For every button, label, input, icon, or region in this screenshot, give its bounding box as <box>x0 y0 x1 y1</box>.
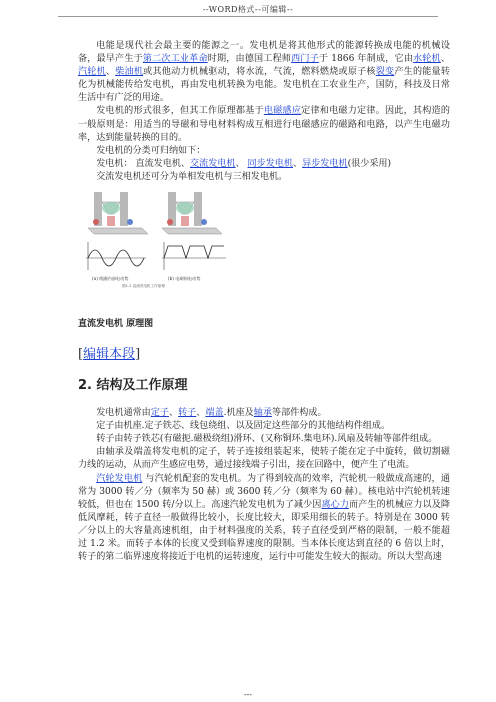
paragraph-principle <box>78 105 450 144</box>
page-header: --WORD格式--可编辑-- <box>202 5 294 14</box>
link-asynchronous-generator[interactable]: 异步发电机 <box>302 158 348 169</box>
text: 或其他动力机械驱动，将水流，气流，燃料燃烧或原子核 <box>143 67 376 78</box>
paragraph-intro <box>78 40 450 105</box>
link-siemens[interactable]: 西门子 <box>291 54 319 65</box>
link-fission[interactable]: 裂变 <box>375 67 395 78</box>
link-diesel-engine[interactable]: 柴油机 <box>115 67 144 78</box>
figure-caption: 图1-1 直流发电机工作原理 <box>122 284 165 289</box>
text: 而产生的机械应力以及降低风摩耗，转子直径一般做得比较小，长度比较大，即采用细长的转子。特别是在 3000 转／分以上的大容量高速机组，由于材料强度的关系，转子直径受到严格的限制，一般不能超过 1.2 米。而转子本体的长度又受到临界速度的限制。当本体长度达到直径的 6 倍以上时，转子的第二临界速度将接近于电机的运转速度，运行中可能发生较大的振动。所以大型高速 <box>78 499 450 563</box>
paragraph-stator: 定子由机座.定子铁芯、线包绕组、以及固定这些部分的其他结构件组成。 <box>96 421 391 432</box>
text: 、 <box>293 158 303 169</box>
link-stator[interactable]: 定子 <box>150 408 169 419</box>
paragraph-ac-types: 交流发电机还可分为单相发电机与三相发电机。 <box>96 171 288 182</box>
text: .机座及 <box>223 408 254 419</box>
text: 等部件构成。 <box>271 408 327 419</box>
link-rotor[interactable]: 转子 <box>178 408 197 419</box>
text: 发电机通常由 <box>96 408 151 419</box>
link-electromagnetic-induction[interactable]: 电磁感应 <box>263 106 302 117</box>
link-bearing[interactable]: 轴承 <box>253 408 272 419</box>
bracket-close: ] <box>135 347 141 363</box>
header-rule <box>58 16 438 17</box>
edit-section-button[interactable]: 编辑本段 <box>83 347 136 363</box>
text: 、 <box>440 54 450 65</box>
left-machine-drawing <box>88 192 148 234</box>
right-machine-drawing <box>162 192 222 234</box>
bracket-open: [ <box>78 347 84 363</box>
text: 与汽轮机配套的发电机。为了得到较高的效率，汽轮机一般做成高速的，通常为 3000 转／分（频率为 50 赫）或 3600 转／分（频率为 60 赫）。核电站中汽轮机转速较低，但也在 1500 转/分以上。高速汽轮发电机为了减少因 <box>78 473 450 510</box>
link-steam-turbine[interactable]: 汽轮机 <box>78 67 106 78</box>
link-second-industrial-revolution[interactable]: 第二次工业革命 <box>142 54 208 65</box>
left-waveform <box>86 242 146 270</box>
link-turbo-generator[interactable]: 汽轮发电机 <box>96 473 143 484</box>
section-heading: 2. 结构及工作原理 <box>78 378 188 394</box>
text: 、 <box>196 408 206 419</box>
page-footer: --- <box>243 690 253 699</box>
link-centrifugal-force[interactable]: 离心力 <box>321 499 350 510</box>
document-body <box>78 40 450 564</box>
right-waveform <box>162 242 226 270</box>
text: 定律和电磁力定律。因此，其构造的一般原则是：用适当的导磁和导电材料构成互相进行电磁感应的磁路和电路，以产生电磁功率，达到能量转换的目的。 <box>78 106 450 143</box>
figure-label-left: (a) 线圈内部电动势 <box>92 276 129 282</box>
text: 、 <box>235 158 248 169</box>
paragraph-components <box>78 407 450 420</box>
text: 于 1866 年制成，它由 <box>318 54 414 65</box>
text: 、 <box>105 67 116 78</box>
text: 、 <box>168 408 179 419</box>
text: (很少采用) <box>347 158 392 169</box>
figure-title: 直流发电机 原理图 <box>78 319 154 330</box>
text: 发电机的形式很多，但其工作原理都基于 <box>96 106 264 117</box>
link-synchronous-generator[interactable]: 同步发电机 <box>247 158 293 169</box>
edit-section-link <box>78 343 450 362</box>
link-water-turbine[interactable]: 水轮机 <box>413 54 441 65</box>
link-ac-generator[interactable]: 交流发电机 <box>190 158 236 169</box>
figure-label-right: (b) 电刷间电动势 <box>168 276 201 282</box>
paragraph-classification: 发电机的分类可归纳如下： <box>96 145 206 156</box>
paragraph-types <box>78 158 450 171</box>
text: 时期，由德国工程师 <box>207 54 292 65</box>
paragraph-turbo-generator <box>78 473 450 565</box>
text: 产生的能量转化为机械能传给发电机，再由发电机转换为电能。发电机在工农业生产，国防，科技及日常生活中有广泛的用途。 <box>78 67 450 104</box>
dc-generator-figure <box>82 188 232 288</box>
text: 发电机： 直流发电机、 <box>96 158 191 169</box>
link-end-cover[interactable]: 端盖 <box>205 408 224 419</box>
paragraph-assembly: 由轴承及端盖将发电机的定子，转子连接组装起来，使转子能在定子中旋转，做切割磁力线的运动，从而产生感应电势，通过接线端子引出，接在回路中，便产生了电流。 <box>78 447 450 471</box>
paragraph-rotor: 转子由转子铁芯(有磁扼.磁极绕组)滑环、(又称铜环.集电环).风扇及转轴等部件组成。 <box>96 434 438 445</box>
text: 电能是现代社会最主要的能源之一。发电机是将其他形式的能源转换成电能的机械设备，最早产生于 <box>78 41 450 65</box>
